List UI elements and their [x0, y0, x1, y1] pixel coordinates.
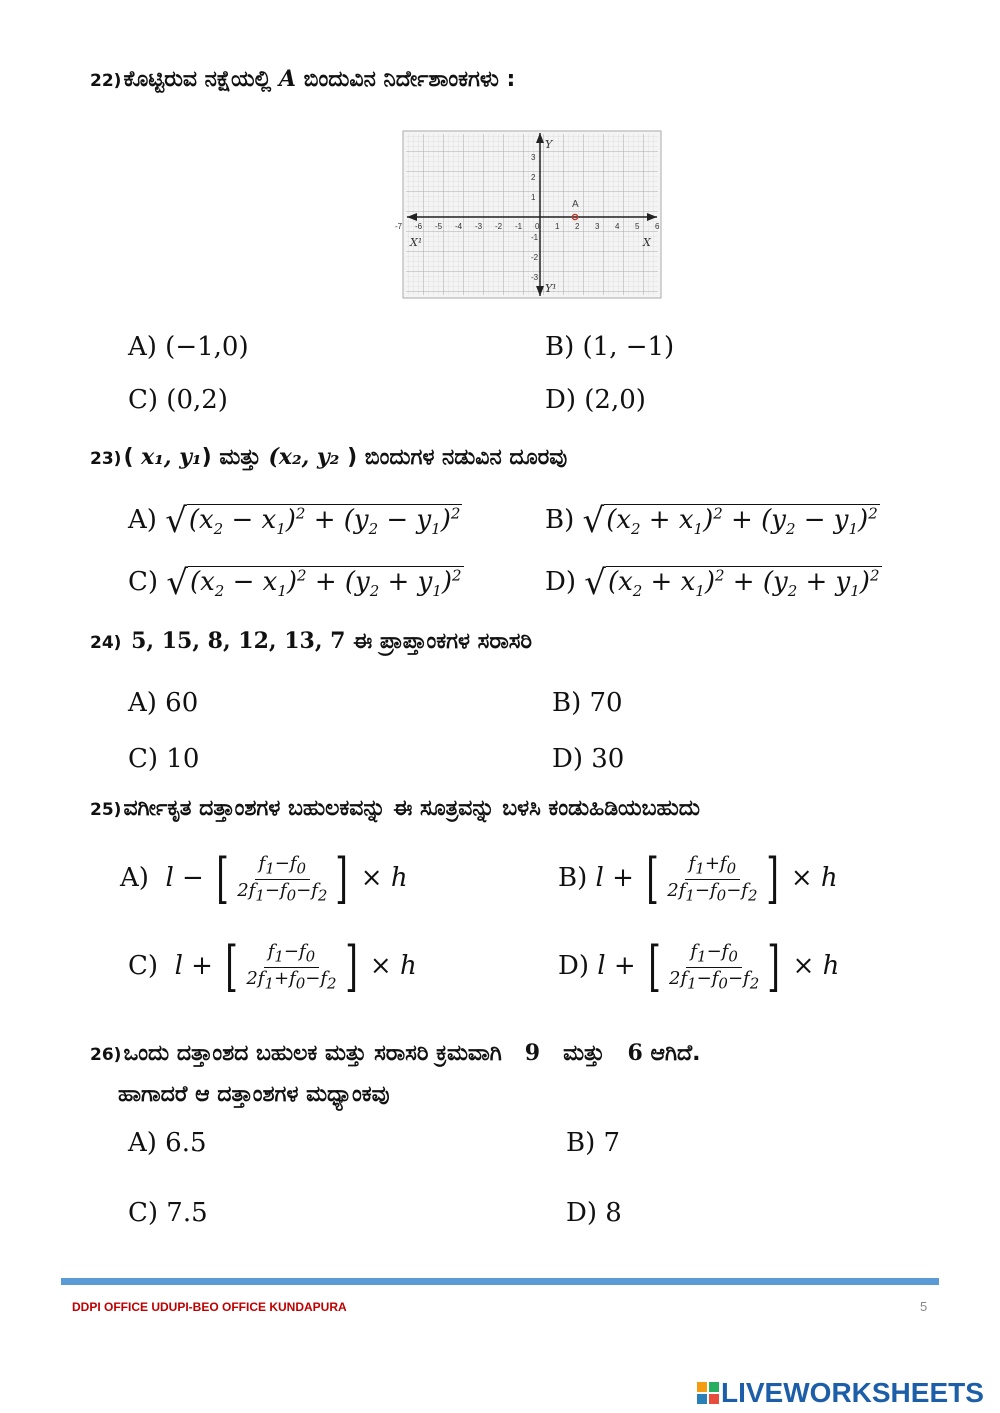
sqrt-formula: $√(x_2 - x_1)^2 + (y_2 + y_1)^2$	[166, 563, 462, 603]
y-tick-label: -2	[531, 253, 539, 262]
question-number: 25)	[90, 800, 122, 820]
question-text: ಮತ್ತು	[563, 1041, 605, 1066]
x-tick-label: -2	[495, 222, 503, 231]
x-tick-label: -4	[455, 222, 463, 231]
question-text: ಒಂದು ದತ್ತಾಂಶದ ಬಹುಲಕ ಮತ್ತು ಸರಾಸರಿ ಕ್ರಮವಾಗಿ	[123, 1041, 502, 1066]
y-tick-label: -1	[531, 233, 539, 242]
mode-value: 9	[524, 1040, 541, 1066]
option-a[interactable]: A) 60	[128, 688, 199, 718]
x-tick-label: 3	[595, 222, 600, 231]
question-number: 26)	[90, 1045, 122, 1065]
x-tick-label: -3	[475, 222, 483, 231]
x-axis-label: X	[643, 236, 651, 249]
question-number: 24)	[90, 633, 122, 653]
y-neg-axis-label: Y¹	[545, 282, 557, 295]
brand-logo[interactable]	[697, 1377, 984, 1409]
option-label: B)	[545, 505, 575, 535]
question-text: ವರ್ಗೀಕೃತ ದತ್ತಾಂಶಗಳ ಬಹುಲಕವನ್ನು ಈ ಸೂತ್ರವನ್ನು ಬಳಸಿ ಕಂಡುಹಿಡಿಯಬಹುದು	[123, 796, 700, 821]
brand-name: LIVEWORKSHEETS	[721, 1377, 984, 1408]
point-label: A	[278, 66, 296, 92]
point-1: x₁, y₁	[141, 444, 202, 470]
sqrt-formula: $√(x_2 + x_1)^2 + (y_2 - y_1)^2$	[582, 501, 878, 541]
y-tick-label: -3	[531, 273, 539, 282]
footer-office: DDPI OFFICE UDUPI-BEO OFFICE KUNDAPURA	[72, 1300, 347, 1314]
footer-divider	[61, 1278, 939, 1285]
option-d[interactable]: D) 30	[552, 744, 625, 774]
question-25	[90, 796, 700, 821]
option-label: C)	[128, 567, 159, 597]
mean-value: 6	[627, 1040, 643, 1066]
option-d[interactable]: D) 8	[566, 1198, 622, 1228]
x-tick-label: -1	[515, 222, 523, 231]
y-tick-label: 2	[531, 173, 536, 182]
page-number: 5	[920, 1299, 928, 1314]
option-c[interactable]: C) 7.5	[128, 1198, 208, 1228]
option-b[interactable]: B) l + [ $\frac{f_1+f_0}{2f_1-f_0-f_2}$ ] × h	[558, 847, 838, 910]
option-a[interactable]: A) (−1,0)	[128, 332, 249, 362]
question-24	[90, 628, 532, 654]
x-tick-label: 1	[555, 222, 560, 231]
option-d[interactable]	[545, 563, 882, 603]
option-b[interactable]: B) (1, −1)	[545, 332, 675, 362]
option-label: D)	[558, 951, 589, 981]
option-d[interactable]: D) (2,0)	[545, 385, 646, 415]
question-text: ಈ ಪ್ರಾಪ್ತಾಂಕಗಳ ಸರಾಸರಿ	[353, 629, 533, 654]
y-axis-label: Y	[545, 138, 553, 151]
coordinate-graph	[395, 131, 661, 298]
option-c[interactable]	[128, 563, 464, 603]
question-text: ಆಗಿದೆ.	[650, 1041, 701, 1066]
option-a[interactable]: A) 6.5	[128, 1128, 207, 1158]
option-label: A)	[120, 863, 149, 893]
x-tick-label: 2	[575, 222, 580, 231]
option-b[interactable]: B) 70	[552, 688, 623, 718]
option-d[interactable]: D) l + [ $\frac{f_1-f_0}{2f_1-f_0-f_2}$ ] × h	[558, 935, 840, 998]
x-tick-label: -6	[415, 222, 423, 231]
question-number: 22)	[90, 71, 122, 91]
point-a-label: A	[572, 199, 579, 210]
x-tick-label: -5	[435, 222, 443, 231]
question-26-line-2: ಹಾಗಾದರೆ ಆ ದತ್ತಾಂಶಗಳ ಮಧ್ಯಾಂಕವು	[118, 1082, 390, 1107]
question-text: ಕೊಟ್ಟಿರುವ ನಕ್ಷೆಯಲ್ಲಿ	[123, 67, 272, 92]
question-22	[90, 66, 515, 92]
x-tick-label: 5	[635, 222, 640, 231]
option-a[interactable]	[128, 501, 462, 541]
score-list: 5, 15, 8, 12, 13, 7	[131, 628, 346, 654]
x-tick-label: 4	[615, 222, 620, 231]
option-label: C)	[128, 951, 159, 981]
question-23	[90, 444, 567, 470]
option-label: B)	[558, 863, 588, 893]
option-label: D)	[545, 567, 576, 597]
y-tick-label: 3	[531, 153, 536, 162]
question-number: 23)	[90, 449, 122, 469]
worksheets-logo-icon	[697, 1382, 719, 1404]
open-paren: (	[123, 445, 134, 470]
option-b[interactable]: B) 7	[566, 1128, 621, 1158]
x-tick-label: 6	[655, 222, 660, 231]
question-text: ಬಿಂದುವಿನ ನಿರ್ದೇಶಾಂಕಗಳು :	[303, 67, 516, 92]
option-a[interactable]: A) l − [ $\frac{f_1-f_0}{2f_1-f_0-f_2}$ ] × h	[120, 847, 408, 910]
x-tick-label: -7	[395, 222, 403, 231]
question-text: ) ಬಿಂದುಗಳ ನಡುವಿನ ದೂರವು	[347, 445, 568, 470]
option-c[interactable]: C) l + [ $\frac{f_1-f_0}{2f_1+f_0-f_2}$ ] × h	[128, 935, 417, 998]
question-26	[90, 1040, 701, 1066]
option-c[interactable]: C) 10	[128, 744, 200, 774]
option-c[interactable]: C) (0,2)	[128, 385, 228, 415]
point-2: (x₂, y₂	[268, 444, 340, 470]
sqrt-formula: $√(x_2 + x_1)^2 + (y_2 + y_1)^2$	[584, 563, 880, 603]
x-tick-label: 0	[535, 222, 540, 231]
x-neg-axis-label: X¹	[410, 236, 423, 249]
y-tick-label: 1	[531, 193, 536, 202]
question-text: ) ಮತ್ತು	[201, 445, 261, 470]
sqrt-formula: $√(x_2 - x_1)^2 + (y_2 - y_1)^2$	[165, 501, 461, 541]
option-label: A)	[128, 505, 157, 535]
option-b[interactable]	[545, 501, 880, 541]
